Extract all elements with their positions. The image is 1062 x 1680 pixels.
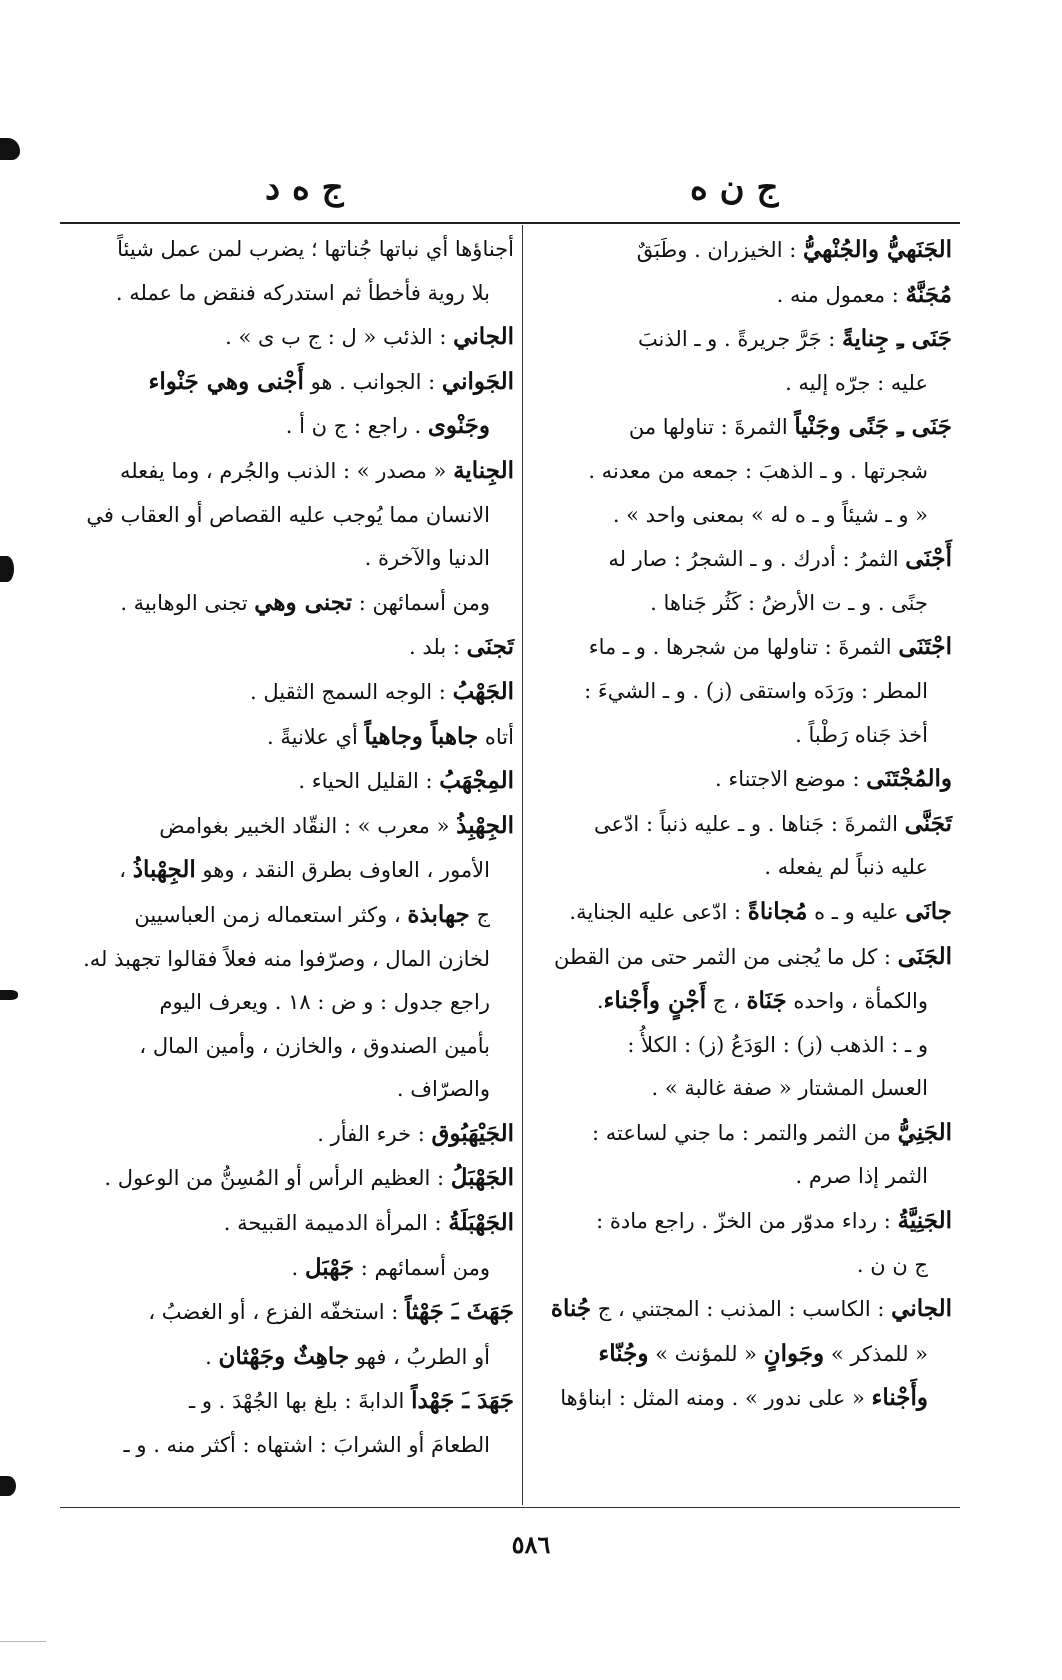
scan-mark (0, 138, 20, 160)
scan-mark (0, 990, 18, 1000)
entry-line: الجِهْبِذُ « معرب » : النقّاد الخبير بغوامض (159, 811, 514, 839)
entry-line: الجَهْبُ : الوجه السمج الثقيل . (250, 677, 514, 705)
entry-line: الأمور ، العاوف بطرق النقد ، وهو الجِهْباذُ ، (119, 856, 490, 884)
entry-line: الجَهْبَلُ : العظيم الرأس أو المُسِنُّ من الوعول . (104, 1164, 514, 1192)
entry-line: الجِناية « مصدر » : الذنب والجُرم ، وما يفعله (119, 456, 514, 484)
right-column (532, 228, 952, 1421)
entry-line: جانَى عليه و ـ ه مُجاناةً : ادّعى عليه الجناية. (569, 897, 952, 925)
entry-line: الجَهْبَلَةُ : المرأة الدميمة القبيحة . (223, 1209, 514, 1237)
entry-line: الطعامَ أو الشرابَ : اشتهاه : أكثر منه . و ـ (123, 1433, 490, 1458)
entry-line: الجَواني : الجوانب . هو أَجْنى وهي جَنْواء (148, 367, 514, 395)
entry-line: الانسان مما يُوجب عليه القصاص أو العقاب في (86, 502, 490, 527)
entry-line: الجاني : الذئب « ل : ج ب ى » . (225, 323, 514, 351)
entry-line: أتاه جاهباً وجاهياً أي علانيةً . (267, 722, 514, 750)
left-column (62, 228, 514, 1468)
scan-edge-line (0, 1641, 46, 1642)
entry-line: والمُجْتَنَى : موضع الاجتناء . (715, 765, 952, 793)
entry-line: راجع جدول : و ض : ١٨ . ويعرف اليوم (159, 990, 490, 1015)
entry-line: بلا روية فأخطأ ثم استدركه فنقض ما عمله . (115, 280, 490, 305)
entry-line: العسل المشتار « صفة غالبة » . (651, 1076, 928, 1101)
entry-line: المِجْهَبُ : القليل الحياء . (298, 767, 514, 795)
column-divider (522, 225, 523, 1505)
entry-line: الجاني : الكاسب : المذنب : المجتني ، ج جُناة (550, 1295, 952, 1323)
page-number: ٥٨٦ (511, 1530, 551, 1559)
entry-line: تَجنَى : بلد . (409, 633, 514, 661)
entry-line: عليه : جرّه إليه . (785, 370, 928, 395)
scan-mark (0, 556, 14, 582)
entry-line: تَجَنَّى الثمرةَ : جَناها . و ـ عليه ذنباً : ادّعى (594, 809, 952, 837)
entry-line: عليه ذنباً لم يفعله . (764, 855, 928, 880)
entry-line: الدنيا والآخرة . (364, 546, 490, 571)
entry-line: ومن أسمائهن : تجنى وهي تجنى الوهابية . (120, 588, 490, 616)
entry-line: جَهَثَ ـَ جَهْثاً : استخفّه الفزع ، أو الغضبُ ، (148, 1298, 514, 1326)
entry-line: ج جهابذة ، وكثر استعماله زمن العباسيين (134, 900, 490, 928)
entry-line: « و ـ شيئاً و ـ ه له » بمعنى واحد » . (612, 502, 928, 527)
entry-line: والكمأة ، واحده جَنَاة ، ج أَجْنٍ وأَجْناء. (596, 987, 928, 1015)
entry-line: جَنَى ـِ جَنًى وجَنْياً الثمرةَ : تناولها من (628, 413, 952, 441)
entry-line: وأَجْناء « على ندور » . ومنه المثل : ابناؤها (560, 1384, 928, 1412)
entry-line: جَنَى ـِ جِنايةً : جَرَّ جريرةً . و ـ الذنبَ (637, 325, 952, 353)
header-root-left: ج ه د (265, 168, 344, 208)
entry-line: ج ن ن . (856, 1252, 928, 1277)
entry-line: الجَيْهَبُوق : خرء الفأر . (317, 1119, 514, 1147)
entry-line: لخازن المال ، وصرّفوا منه فعلاً فقالوا تجهبذ له. (83, 946, 490, 971)
entry-line: الجَنِيَّةُ : رداء مدوّر من الخزّ . راجع مادة : (596, 1207, 952, 1235)
entry-line: اجْتَنَى الثمرةَ : تناولها من شجرها . و ـ ماء (588, 633, 952, 661)
entry-line: الجَنَى : كل ما يُجنى من الثمر حتى من القطن (554, 942, 952, 970)
header-rule (60, 222, 960, 224)
entry-line: أجناؤها أي نباتها جُناتها ؛ يضرب لمن عمل شيئاً (117, 237, 514, 261)
entry-line: المطر : ورَدَه واستقى (ز) . و ـ الشيءَ : (584, 678, 928, 703)
entry-line: أَجْنَى الثمرُ : أدرك . و ـ الشجرُ : صار له (608, 545, 952, 573)
entry-line: جَهَدَ ـَ جَهْداً الدابةَ : بلغ بها الجُهْدَ . و ـ (189, 1387, 514, 1415)
scan-mark (0, 1476, 16, 1496)
footer-rule (60, 1507, 960, 1508)
entry-line: وجَنْوى . راجع : ج ن أ . (285, 412, 490, 440)
entry-line: مُجَنَّهٌ : معمول منه . (776, 280, 952, 308)
entry-line: جنًى . و ـ ت الأرضُ : كَثُر جَناها . (650, 590, 928, 615)
entry-line: و ـ : الذهب (ز) : الوَدَعُ (ز) : الكلأُ : (627, 1032, 928, 1057)
entry-line: شجرتها . و ـ الذهبَ : جمعه من معدنه . (588, 458, 928, 483)
header-root-right: ج ن ه (690, 168, 779, 208)
entry-line: « للمذكر » وجَوانٍ « للمؤنث » وجُنّاء (598, 1339, 928, 1367)
entry-line: الجَنَهيُّ والجُنْهيُّ : الخيزران . وطَبَقٌ (636, 236, 952, 263)
entry-line: أو الطربُ ، فهو جاهِثٌ وجَهْثان . (205, 1342, 490, 1370)
entry-line: أخذ جَناه رَطْباً . (795, 722, 928, 747)
entry-line: الثمر إذا صرم . (795, 1164, 928, 1189)
entry-line: الجَنِيُّ من الثمر والتمر : ما جني لساعته : (591, 1118, 952, 1146)
entry-line: والصرّاف . (396, 1077, 490, 1102)
entry-line: ومن أسمائهم : جَهْبَل . (291, 1253, 490, 1281)
entry-line: بأمين الصندوق ، والخازن ، وأمين المال ، (139, 1033, 490, 1058)
